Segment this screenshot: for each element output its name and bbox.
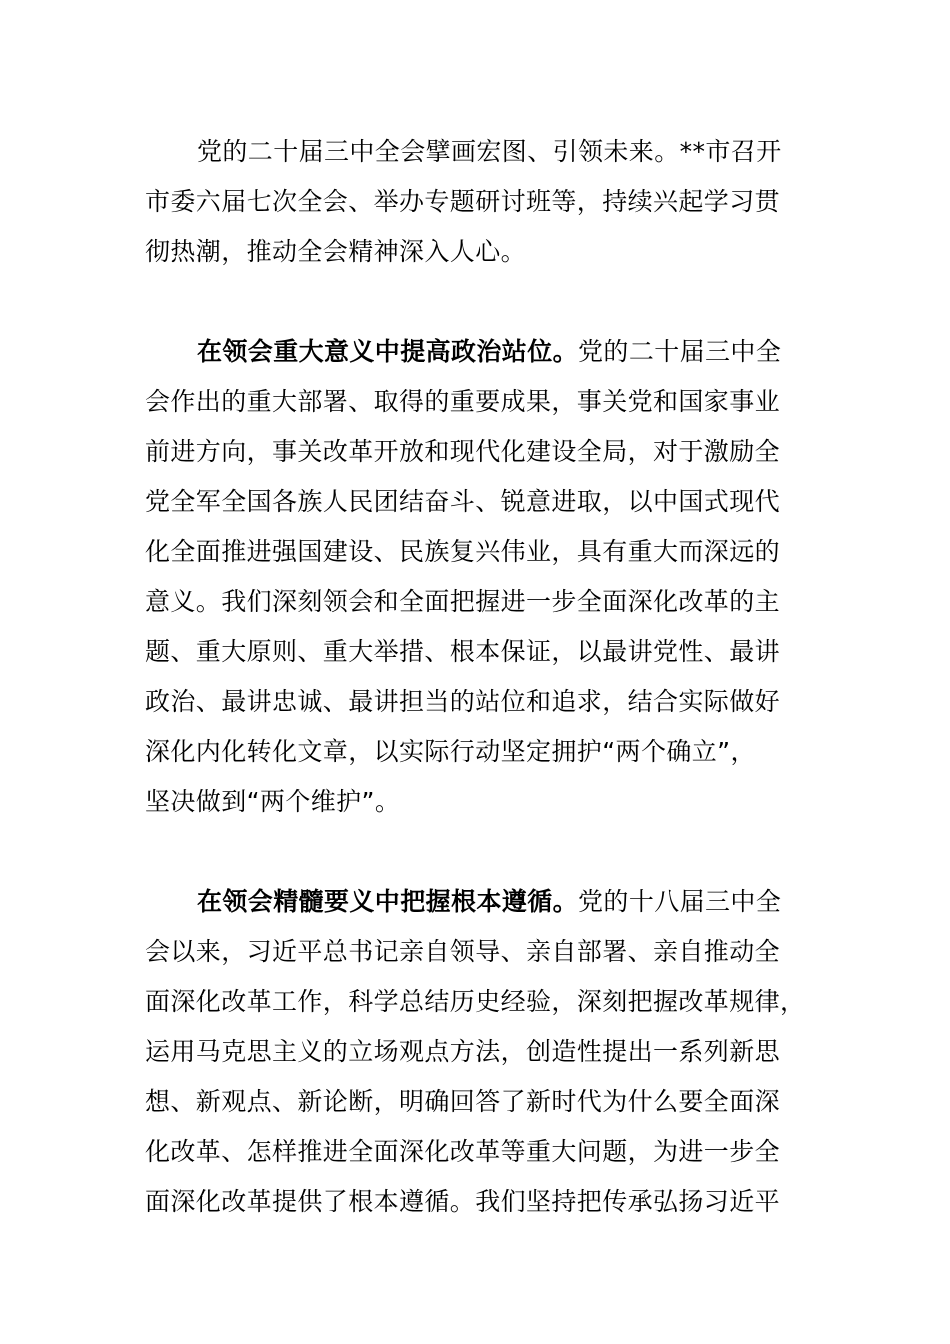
text-line: 坚决做到“两个维护”。 xyxy=(145,787,401,816)
text-line: 会作出的重大部署、取得的重要成果，事关党和国家事业 xyxy=(145,387,781,416)
text-line: 想、新观点、新论断，明确回答了新时代为什么要全面深 xyxy=(145,1087,781,1116)
text-line: 市委六届七次全会、举办专题研讨班等，持续兴起学习贯 xyxy=(145,187,781,216)
text-line: 化改革、怎样推进全面深化改革等重大问题，为进一步全 xyxy=(145,1137,781,1166)
document-page xyxy=(145,127,815,1227)
text-line: 面深化改革提供了根本遵循。我们坚持把传承弘扬习近平 xyxy=(145,1187,781,1216)
text-line: 面深化改革工作，科学总结历史经验，深刻把握改革规律， xyxy=(145,987,806,1016)
paragraph-fundamental-guidance xyxy=(145,877,815,1227)
text-line: 政治、最讲忠诚、最讲担当的站位和追求，结合实际做好 xyxy=(145,687,781,716)
text-run: 党的二十届三中全 xyxy=(578,337,782,366)
text-line: 彻热潮，推动全会精神深入人心。 xyxy=(145,237,527,266)
text-line: 会以来，习近平总书记亲自领导、亲自部署、亲自推动全 xyxy=(145,937,781,966)
paragraph-intro xyxy=(145,127,815,277)
text-line xyxy=(145,877,815,927)
paragraph-lead-heading: 在领会重大意义中提高政治站位。 xyxy=(197,337,579,366)
text-line xyxy=(145,327,815,377)
text-line: 题、重大原则、重大举措、根本保证，以最讲党性、最讲 xyxy=(145,637,781,666)
text-line: 党的二十届三中全会擘画宏图、引领未来。**市召开 xyxy=(197,137,782,166)
text-line: 党全军全国各族人民团结奋斗、锐意进取，以中国式现代 xyxy=(145,487,781,516)
text-line: 化全面推进强国建设、民族复兴伟业，具有重大而深远的 xyxy=(145,537,781,566)
text-line: 前进方向，事关改革开放和现代化建设全局，对于激励全 xyxy=(145,437,781,466)
text-line: 深化内化转化文章，以实际行动坚定拥护“两个确立”， xyxy=(145,737,756,766)
text-run: 党的十八届三中全 xyxy=(578,887,782,916)
paragraph-political-stance xyxy=(145,327,815,827)
paragraph-lead-heading: 在领会精髓要义中把握根本遵循。 xyxy=(197,887,579,916)
text-line: 意义。我们深刻领会和全面把握进一步全面深化改革的主 xyxy=(145,587,781,616)
text-line: 运用马克思主义的立场观点方法，创造性提出一系列新思 xyxy=(145,1037,781,1066)
